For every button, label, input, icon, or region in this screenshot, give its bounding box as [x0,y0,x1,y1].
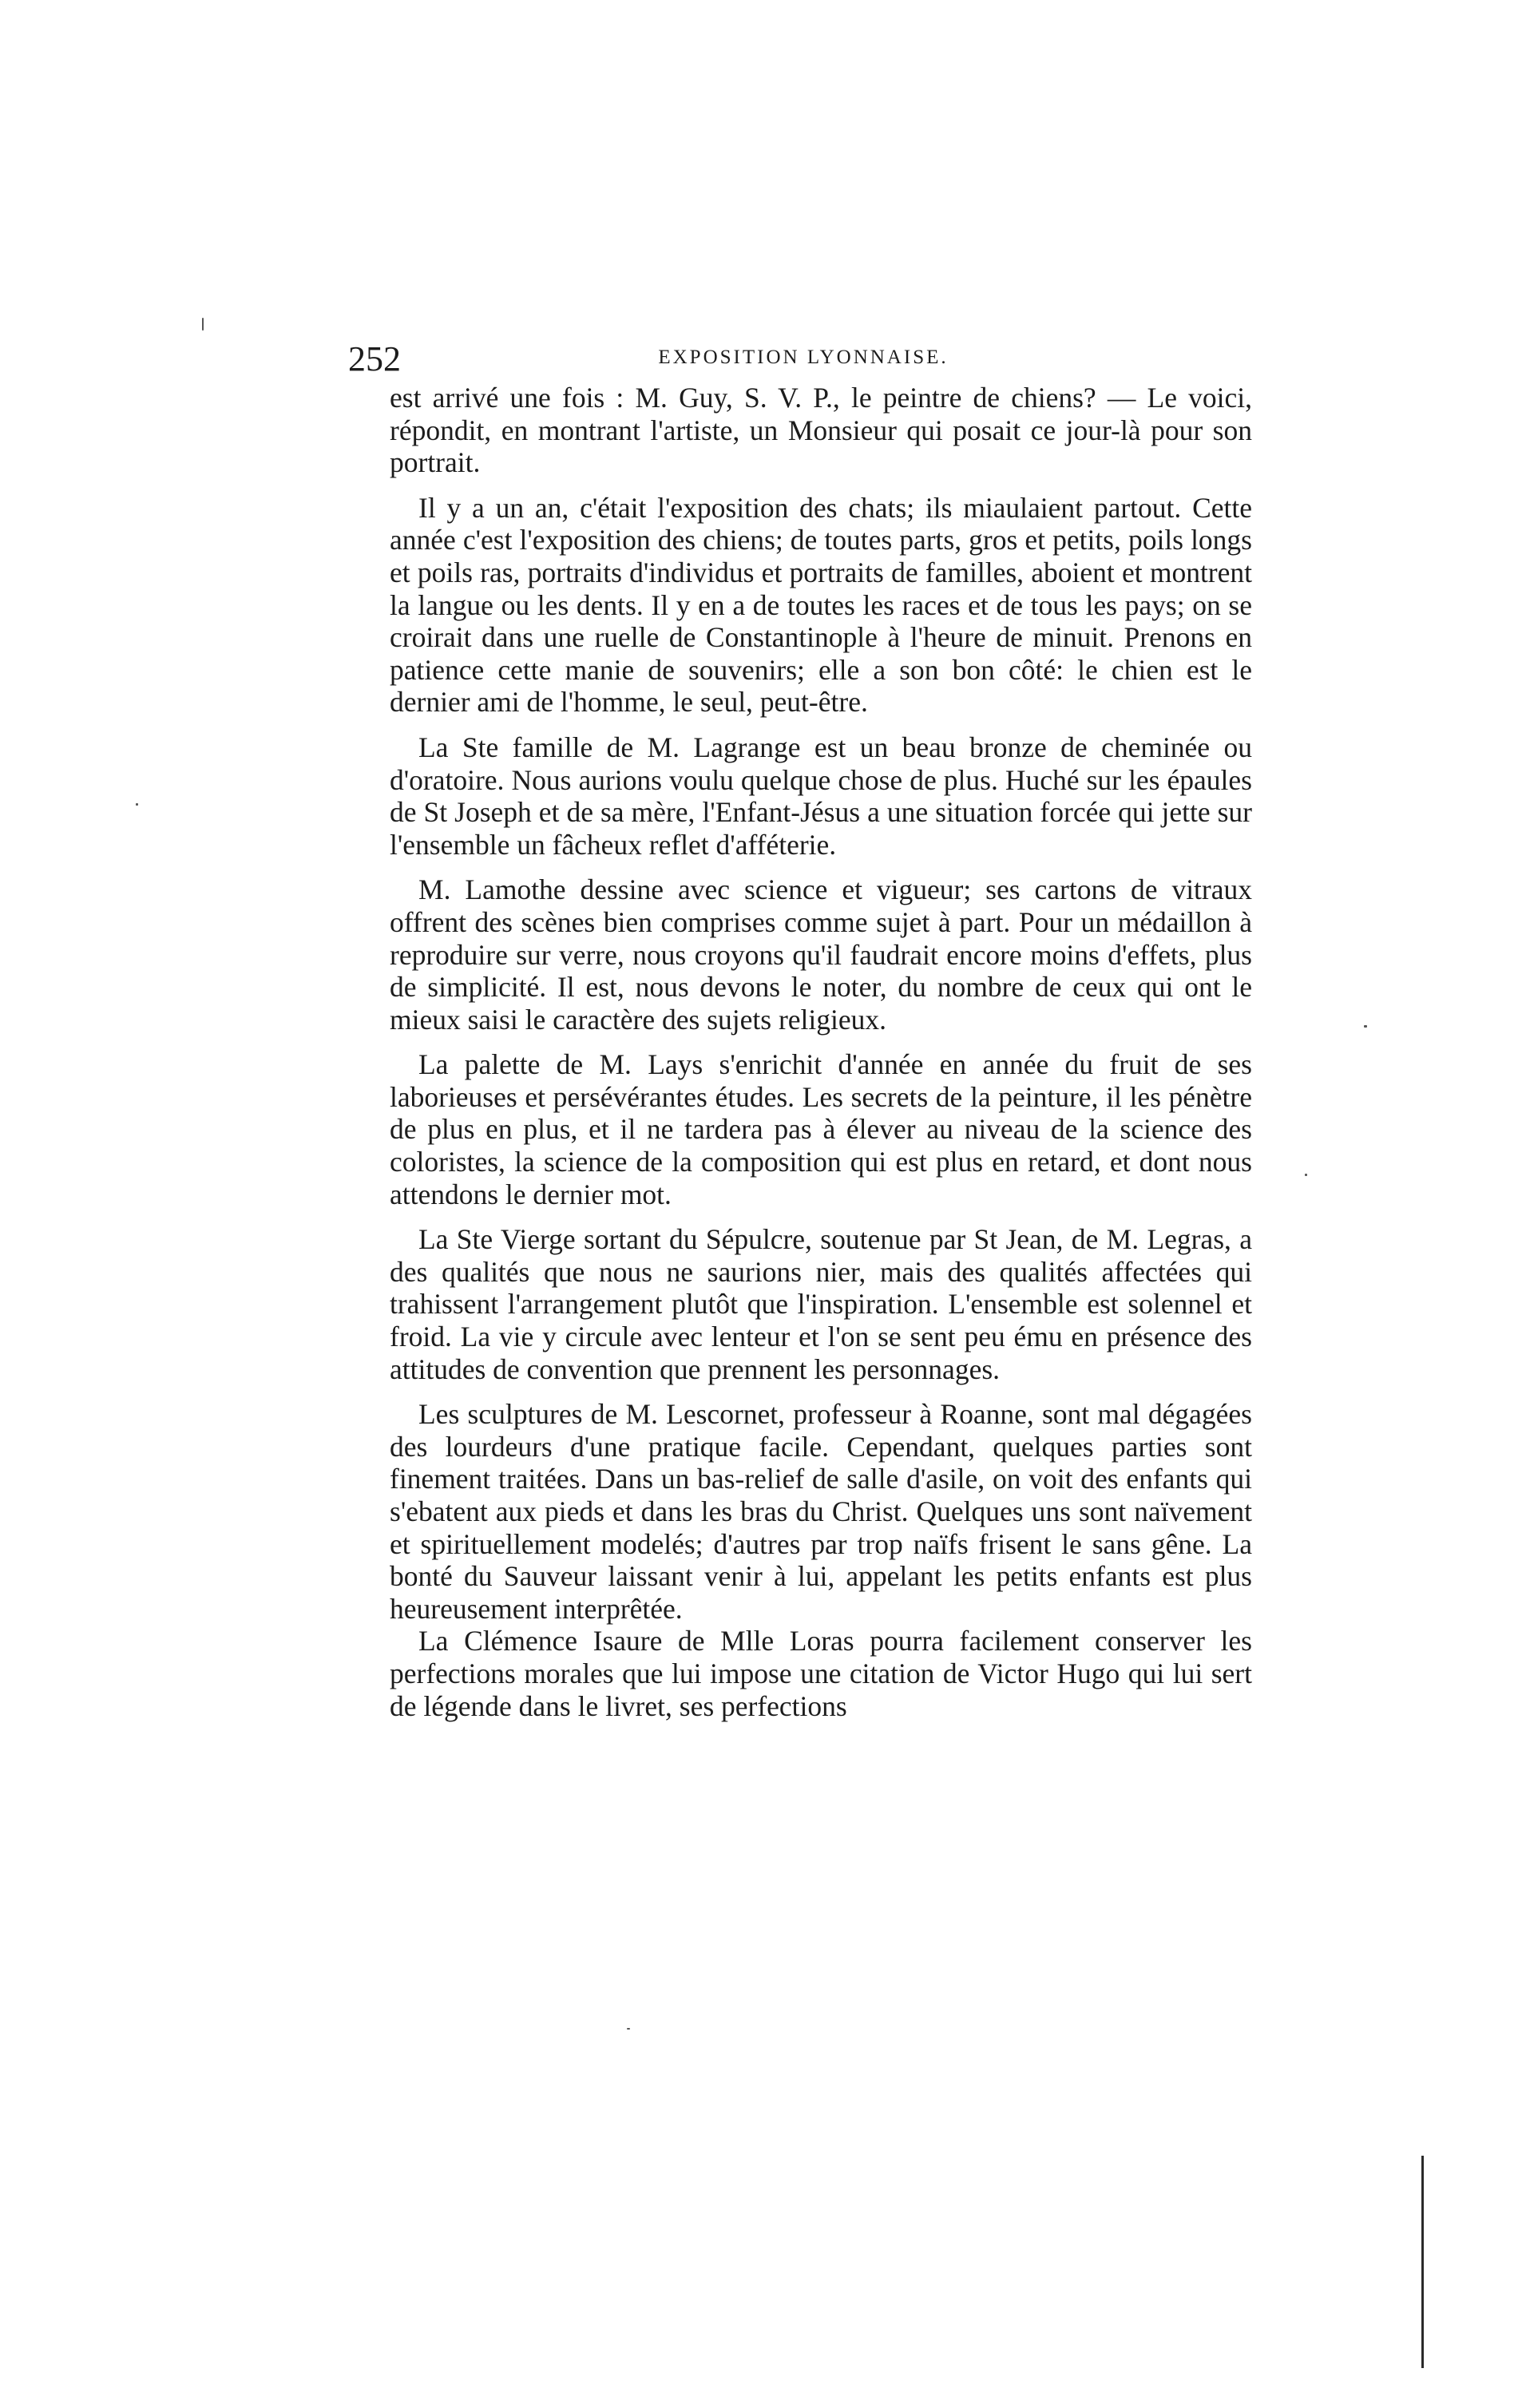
page-speck [1305,1174,1307,1176]
paragraph: La Ste famille de M. Lagrange est un beau bronze de cheminée ou d'oratoire. Nous aurions voulu quelque chose de plus. Huché sur les épaules de St Joseph et de sa mère, l'Enfant-Jésus a une situation forcée qui jette sur l'ensemble un fâcheux reflet d'afféterie. [390,731,1252,861]
paragraph: La Ste Vierge sortant du Sépulcre, soutenue par St Jean, de M. Legras, a des qualités que nous ne saurions nier, mais des qualités affectées qui trahissent l'arrangement plutôt que l'inspiration. L'ensemble est solennel et froid. La vie y circule avec lenteur et l'on se sent peu ému en présence des attitudes de convention que prennent les personnages. [390,1223,1252,1385]
running-title: EXPOSITION LYONNAISE. [658,347,949,368]
body-text [390,382,1252,1722]
paragraph: est arrivé une fois : M. Guy, S. V. P., le peintre de chiens? — Le voici, répondit, en montrant l'artiste, un Monsieur qui posait ce jour-là pour son portrait. [390,382,1252,479]
paragraph: Il y a un an, c'était l'exposition des chats; ils miaulaient partout. Cette année c'est l'exposition des chiens; de toutes parts, gros et petits, poils longs et poils ras, portraits d'individus et portraits de familles, aboient et montrent la langue ou les dents. Il y en a de toutes les races et de tous les pays; on se croirait dans une ruelle de Constantinople à l'heure de minuit. Prenons en patience cette manie de souvenirs; elle a son bon côté: le chien est le dernier ami de l'homme, le seul, peut-être. [390,491,1252,719]
page-speck [1364,1025,1367,1028]
page-speck [202,318,204,331]
page-speck [136,803,138,806]
paragraph: Les sculptures de M. Lescornet, professeur à Roanne, sont mal dégagées des lourdeurs d'une pratique facile. Cependant, quelques parties sont finement traitées. Dans un bas-relief de salle d'asile, on voit des enfants qui s'ebatent aux pieds et dans les bras du Christ. Quelques uns sont naïvement et spirituellement modelés; d'autres par trop naïfs frisent le sans gêne. La bonté du Sauveur laissant venir à lui, appelant les petits enfants est plus heureusement interprêtée. [390,1398,1252,1625]
paragraph: La palette de M. Lays s'enrichit d'année en année du fruit de ses laborieuses et persévérantes études. Les secrets de la peinture, il les pénètre de plus en plus, et il ne tardera pas à élever au niveau de la science des coloristes, la science de la composition qui est plus en retard, et dont nous attendons le dernier mot. [390,1048,1252,1210]
page-header [348,335,1258,380]
page-speck [627,2028,630,2030]
paragraph: M. Lamothe dessine avec science et vigueur; ses cartons de vitraux offrent des scènes bien comprises comme sujet à part. Pour un médaillon à reproduire sur verre, nous croyons qu'il faudrait encore moins d'effets, plus de simplicité. Il est, nous devons le noter, du nombre de ceux qui ont le mieux saisi le caractère des sujets religieux. [390,873,1252,1036]
margin-rule [1421,2156,1424,2368]
page-number: 252 [348,339,401,378]
paragraph: La Clémence Isaure de Mlle Loras pourra facilement conserver les perfections morales que lui impose une citation de Victor Hugo qui lui sert de légende dans le livret, ses perfections [390,1625,1252,1722]
